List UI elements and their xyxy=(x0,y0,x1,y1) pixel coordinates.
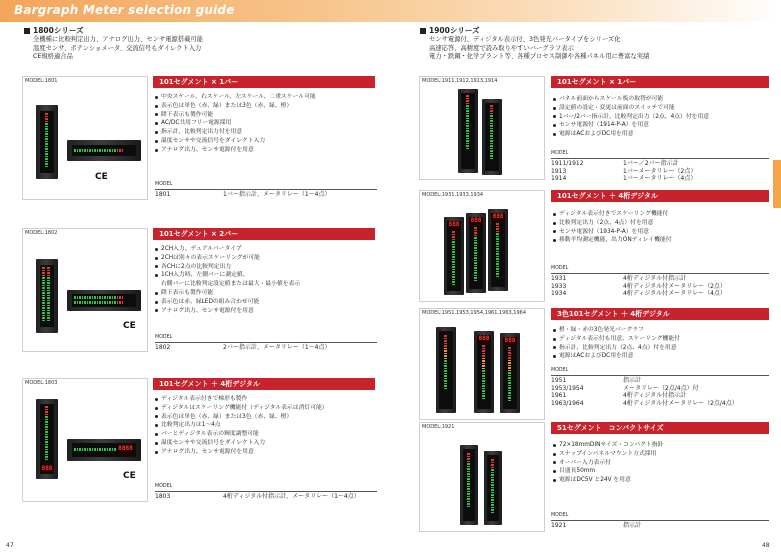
list-item: 各CHに2点の比較判定出力 xyxy=(155,263,300,272)
list-item: 2CHは別々の表示スケーリングが可能 xyxy=(155,254,300,263)
left-series-intro xyxy=(24,26,203,62)
feature-list xyxy=(155,93,316,155)
table-row: 1914 1バーメータリレー（4点） xyxy=(551,175,697,183)
feature-list xyxy=(553,210,672,245)
section-heading: 3色101セグメント ＋ 4桁デジタル xyxy=(551,308,769,320)
vertical-meter-image: 888 xyxy=(488,209,508,291)
product-photo-1951 xyxy=(419,308,545,420)
vertical-meter-image xyxy=(482,99,502,175)
vertical-meter-image xyxy=(436,327,456,413)
series-title: 1800シリーズ xyxy=(33,26,84,35)
list-item: センサ電源付（1914-P-A）を用意 xyxy=(553,121,709,130)
horizontal-meter-image xyxy=(67,290,141,311)
vertical-meter-image: 888 xyxy=(444,217,464,295)
model-table-header: MODEL xyxy=(551,513,569,518)
model-table xyxy=(551,513,769,530)
list-item: 2CH入力、デュアルバータイプ xyxy=(155,245,300,254)
list-item: 表示色は単色（赤、緑）または3色（赤、緑、橙） xyxy=(155,102,316,111)
vertical-meter-image xyxy=(460,445,478,525)
model-label: MODEL:1921 xyxy=(422,424,455,430)
model-table xyxy=(155,335,377,352)
ce-mark-icon: CE xyxy=(123,471,136,481)
ce-mark-icon: CE xyxy=(95,172,108,182)
list-item: 降下表示も製作可能 xyxy=(155,111,316,120)
list-item: 電源はACおよびDC用を用意 xyxy=(553,130,709,139)
list-item: センサ電源付（1934-P-A）を用意 xyxy=(553,228,672,237)
list-item: 電源はDC5V と24V を用意 xyxy=(553,476,663,485)
series-title: 1900シリーズ xyxy=(429,26,480,35)
table-row: 1931 4桁ディジタル付指示計 xyxy=(551,275,687,282)
series-line: 温度センサ、ポテンショメータ、交流信号もダイレクト入力 xyxy=(33,44,202,52)
model-table xyxy=(155,484,377,501)
list-item: パネル前面からスケール板の取替が可能 xyxy=(553,95,709,104)
square-bullet-icon xyxy=(420,28,426,34)
page-number: 47 xyxy=(6,542,14,549)
list-item-continuation: 右側バーに比較判定設定値または最大・最小値を表示 xyxy=(161,281,301,288)
table-row: 1951 指示計 xyxy=(551,377,642,384)
horizontal-meter-image xyxy=(67,140,141,161)
feature-list xyxy=(553,95,709,139)
vertical-meter-image xyxy=(484,451,502,525)
vertical-meter-image: 888 xyxy=(36,399,58,479)
model-table xyxy=(551,368,769,407)
section-heading: 51セグメント コンパクトサイズ xyxy=(551,422,769,434)
list-item: ディジタル表示付きでスケーリング機能付 xyxy=(553,210,672,219)
list-item: 温度センサや交流信号をダイレクト入力 xyxy=(155,137,316,146)
table-row: 1803 4桁ディジタル付指示計、メータリレー（1～4点） xyxy=(155,493,360,500)
model-table-header: MODEL xyxy=(551,266,569,271)
table-row: 1961 4桁ディジタル付指示計 xyxy=(551,392,687,400)
section-heading: 101セグメント ＋ 4桁デジタル xyxy=(551,190,769,202)
page-title: Bargraph Meter selection guide xyxy=(14,3,235,17)
ce-mark-icon: CE xyxy=(123,321,136,331)
feature-list xyxy=(155,395,328,457)
table-row: 1801 1バー指示計、メータリレー（1～4点） xyxy=(155,191,331,198)
list-item: 比較判定出力は1～4点 xyxy=(155,421,328,430)
series-line: CE規格適合品 xyxy=(33,53,73,61)
product-photo-1801 xyxy=(22,76,148,200)
list-item: 指示計、比較判定出力（2点、4点）付を用意 xyxy=(553,344,680,353)
table-row: 1934 4桁ディジタル付メータリレー（4点） xyxy=(551,290,726,298)
feature-list xyxy=(553,441,663,485)
table-row: 1953/1954 メータリレー（2点/4点）付 xyxy=(551,384,699,392)
model-label: MODEL:1911,1912,1913,1914 xyxy=(422,78,498,84)
list-item: 中央スケール、右スケール、左スケール、二重スケール可能 xyxy=(155,93,316,102)
section-heading: 101セグメント ＋ 4桁デジタル xyxy=(153,378,375,390)
page-number: 48 xyxy=(762,542,770,549)
list-item: 表示色は単色（赤、緑）または3色（赤、緑、橙） xyxy=(155,413,328,422)
list-item: ディジタルはスケーリング機能付（ディジタル表示は消灯可能） xyxy=(155,404,328,413)
model-table xyxy=(551,151,769,183)
model-table-header: MODEL xyxy=(551,151,569,156)
list-item: 1バー/2バー指示計、比較判定出力（2点、4点）付を用意 xyxy=(553,113,709,122)
series-line: 高速応答、高精度で読み取りやすいバーグラフ表示 xyxy=(429,44,574,52)
list-item: 72×18mmDINサイズ・コンパクト指針 xyxy=(553,441,663,450)
vertical-meter-image: 888 xyxy=(466,213,486,293)
list-item: バーとディジタル表示の輝度調整可能 xyxy=(155,430,328,439)
table-row: 1911/1912 1バー／2バー指示計 xyxy=(551,160,679,167)
section-heading: 101セグメント × 1バー xyxy=(551,76,769,88)
product-photo-1931 xyxy=(419,190,545,302)
model-table xyxy=(155,182,377,199)
section-tab xyxy=(773,160,781,208)
list-item: ディジタル表示付きで梯形も製作 xyxy=(155,395,328,404)
product-photo-1803 xyxy=(22,378,148,502)
table-row: 1963/1964 4桁ディジタル付メータリレー（2点/4点） xyxy=(551,399,738,407)
product-photo-1802 xyxy=(22,228,148,352)
table-row: 1933 4桁ディジタル付メータリレー（2点） xyxy=(551,282,726,290)
square-bullet-icon xyxy=(24,28,30,34)
list-item: ディジタル表示付も用意、スケーリング機能付 xyxy=(553,335,680,344)
list-item: アナログ出力、センサ電源付を用意 xyxy=(155,307,300,316)
list-item: アナログ出力、センサ電源付を用意 xyxy=(155,146,316,155)
vertical-meter-image: 888 xyxy=(474,331,494,413)
feature-list xyxy=(553,326,680,361)
table-row: 1921 指示計 xyxy=(551,522,642,529)
model-label: MODEL:1951,1953,1954,1961,1963,1964 xyxy=(422,310,527,316)
model-label: MODEL:1802 xyxy=(25,230,58,236)
list-item: スナップインパネルマウント方式採用 xyxy=(553,450,663,459)
product-photo-1921 xyxy=(419,422,545,532)
list-item: 電源はACおよびDC用を用意 xyxy=(553,352,680,361)
horizontal-meter-image: 8888 xyxy=(67,439,141,461)
vertical-meter-image xyxy=(36,259,58,333)
model-table-header: MODEL xyxy=(155,182,173,187)
list-item: 指示計、比較判定出力付を用意 xyxy=(155,128,316,137)
list-item: 降下表示も製作可能 xyxy=(155,289,300,298)
list-item: AC/DC共用フリー電源採用 xyxy=(155,119,316,128)
model-table xyxy=(551,266,769,298)
vertical-meter-image xyxy=(36,105,58,179)
list-item: 橙・緑・赤の3色発光バーグラフ xyxy=(553,326,680,335)
model-table-header: MODEL xyxy=(155,335,173,340)
list-item: アナログ出力、センサ電源付を用意 xyxy=(155,448,328,457)
product-photo-1911 xyxy=(419,76,545,180)
model-table-header: MODEL xyxy=(155,484,173,489)
series-line: 全機種に比較判定出力、アナログ出力、センサ電源搭載可能 xyxy=(33,36,204,43)
model-table-header: MODEL xyxy=(551,368,569,373)
section-heading: 101セグメント × 1バー xyxy=(153,76,375,88)
table-row: 1913 1バーメータリレー（2点） xyxy=(551,167,697,175)
section-heading: 101セグメント × 2バー xyxy=(153,228,375,240)
model-label: MODEL:1931,1933,1934 xyxy=(422,192,484,198)
series-line: 電力・鉄鋼・化学プラント等、各種プロセス制御や各種パネル用に豊富な実績 xyxy=(429,53,650,61)
list-item: オーバー入力表示付 xyxy=(553,459,663,468)
feature-list xyxy=(155,245,300,315)
series-line: センサ電源付、ディジタル表示付、3色発光バータイプをシリーズ化 xyxy=(429,36,621,43)
list-item: 設定値の設定・変更は前面のスイッチで可能 xyxy=(553,104,709,113)
list-item: 比較判定出力（2点、4点）付を用意 xyxy=(553,219,672,228)
list-item: 1CH入力時、左側バーに測定値、 xyxy=(155,271,300,280)
table-row: 1802 2バー指示計、メータリレー（1～4点） xyxy=(155,344,331,351)
vertical-meter-image xyxy=(458,89,478,173)
right-series-intro xyxy=(420,26,649,62)
vertical-meter-image: 888 xyxy=(500,333,520,413)
list-item: 移動平均測定機能、出力ONディレイ機能付 xyxy=(553,236,672,245)
list-item: 温度センサや交流信号をダイレクト入力 xyxy=(155,439,328,448)
model-label: MODEL:1803 xyxy=(25,380,58,386)
model-label: MODEL:1801 xyxy=(25,78,58,84)
list-item: 目盛長50mm xyxy=(553,467,663,476)
list-item: 表示色は赤、緑LEDの組み合わせ可能 xyxy=(155,298,300,307)
